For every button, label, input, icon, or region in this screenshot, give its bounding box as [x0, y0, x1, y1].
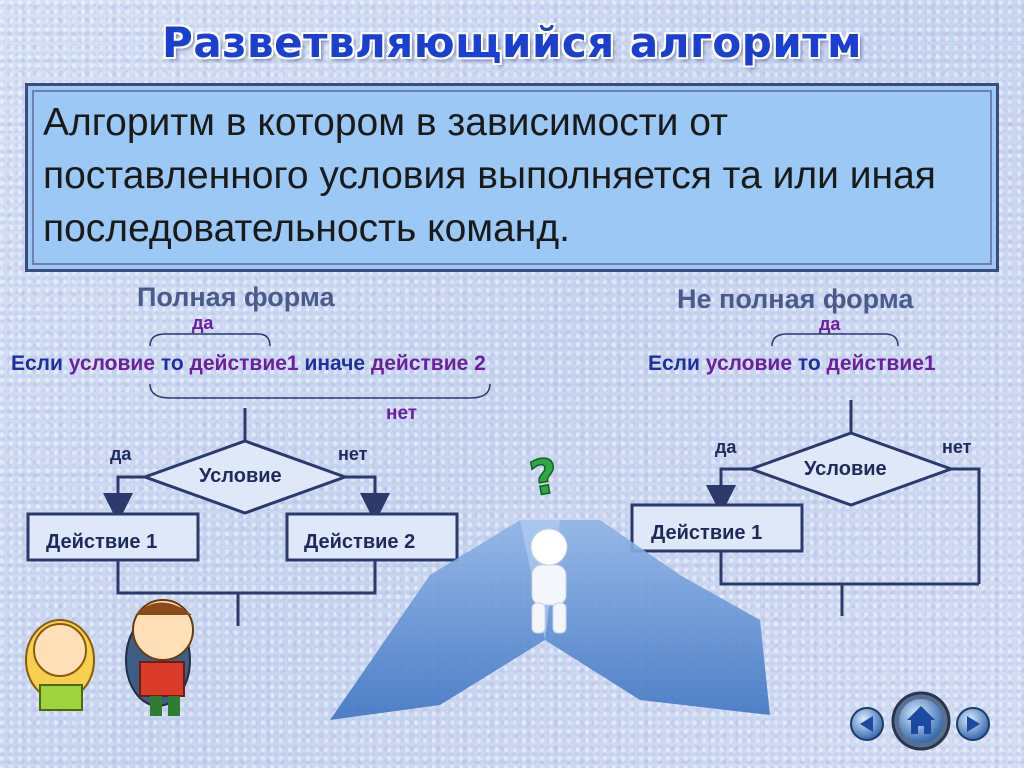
- slide-title: Разветвляющийся алгоритм: [162, 18, 862, 67]
- definition-text: Алгоритм в котором в зависимости от поставленного условия выполняется та или иная последовательность команд.: [43, 101, 936, 250]
- keyword-then: то: [160, 352, 184, 375]
- partial-condition-label: Условие: [804, 458, 887, 480]
- full-action2-label: Действие 2: [304, 531, 416, 553]
- full-brace-yes-label: да: [192, 313, 214, 333]
- home-button[interactable]: [890, 690, 952, 752]
- placeholder-condition: условие: [705, 352, 793, 375]
- full-no-brace: [150, 384, 490, 398]
- full-brace-no-label: нет: [386, 403, 418, 424]
- full-condition-label: Условие: [199, 465, 282, 487]
- placeholder-action1: действие1: [189, 352, 299, 375]
- partial-branch-no-label: нет: [942, 437, 972, 457]
- partial-yes-brace: [772, 334, 898, 346]
- placeholder-action2: действие 2: [370, 352, 486, 375]
- full-form-heading: Полная форма: [137, 282, 335, 312]
- placeholder-condition: условие: [68, 352, 156, 375]
- next-button[interactable]: [955, 706, 991, 742]
- keyword-else: иначе: [304, 352, 366, 375]
- placeholder-action1: действие1: [826, 352, 936, 375]
- partial-form-heading: Не полная форма: [677, 284, 914, 314]
- full-yes-brace: [150, 334, 270, 346]
- keyword-if: Если: [11, 352, 63, 375]
- partial-brace-yes-label: да: [819, 314, 841, 334]
- question-mark: ?: [525, 447, 563, 508]
- partial-branch-yes-label: да: [715, 437, 737, 457]
- kids-illustration: [26, 600, 193, 716]
- full-branch-no-label: нет: [338, 444, 368, 464]
- keyword-if: Если: [648, 352, 700, 375]
- full-action1-label: Действие 1: [46, 531, 158, 553]
- keyword-then: то: [797, 352, 821, 375]
- full-branch-yes-label: да: [110, 444, 132, 464]
- partial-action1-label: Действие 1: [651, 522, 763, 544]
- prev-button[interactable]: [849, 706, 885, 742]
